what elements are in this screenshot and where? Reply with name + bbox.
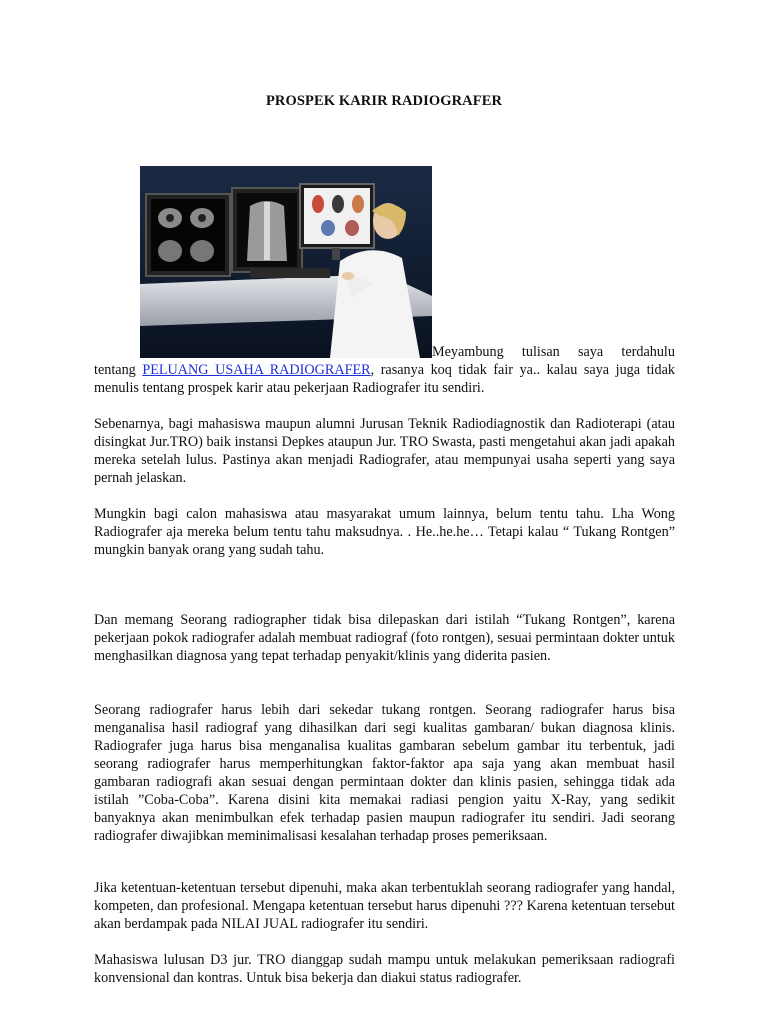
- paragraph-1-first-line: [432, 343, 675, 361]
- paragraph-text: Dan memang Seorang radiographer tidak bisa dilepaskan dari istilah “Tukang Rontgen”, karena pekerjaan pokok radiografer adalah membuat radiograf (foto rontgen), sesuai permintaan dokter untuk menghasilkan diagnosa yang tepat terhadap penyakit/klinis yang diderita pasien.: [94, 612, 675, 664]
- para1-before-link: tentang: [94, 362, 143, 378]
- word: saya: [577, 344, 604, 360]
- page-title: PROSPEK KARIR RADIOGRAFER: [265, 93, 503, 109]
- radiographer-photo: [140, 166, 432, 358]
- paragraph: [94, 701, 675, 845]
- paragraph-text: Mungkin bagi calon mahasiswa atau masyarakat umum lainnya, belum tentu tahu. Lha Wong Radiografer aja mereka belum tentu tahu maksudnya. . He..he.he… Tetapi kalau “ Tukang Rontgen” mungkin banyak orang yang sudah tahu.: [94, 506, 675, 558]
- paragraph: [94, 505, 675, 559]
- word: Meyambung: [432, 344, 504, 360]
- paragraph-1-rest: [94, 361, 675, 397]
- paragraph-text: Mahasiswa lulusan D3 jur. TRO dianggap sudah mampu untuk melakukan pemeriksaan radiografi konvensional dan kontras. Untuk bisa bekerja dan diakui status radiografer.: [94, 952, 675, 986]
- radiographer-illustration: [140, 166, 432, 358]
- peluang-usaha-link[interactable]: PELUANG USAHA RADIOGRAFER: [142, 362, 371, 378]
- paragraph: [94, 951, 675, 987]
- word: terdahulu: [621, 344, 675, 360]
- paragraph: [94, 415, 675, 487]
- word: tulisan: [521, 344, 560, 360]
- para1-after-link: , rasanya koq tidak fair ya.. kalau saya juga tidak menulis tentang prospek karir atau pekerjaan Radiografer itu sendiri.: [94, 362, 675, 396]
- paragraph-text: Jika ketentuan-ketentuan tersebut dipenuhi, maka akan terbentuklah seorang radiografer yang handal, kompeten, dan profesional. Mengapa ketentuan tersebut harus dipenuhi ??? Karena ketentuan tersebut akan berdampak pada NILAI JUAL radiografer itu sendiri.: [94, 880, 675, 932]
- paragraph-text: Sebenarnya, bagi mahasiswa maupun alumni Jurusan Teknik Radiodiagnostik dan Radioterapi (atau disingkat Jur.TRO) baik instansi Depkes ataupun Jur. TRO Swasta, pasti mengetahui akan jadi apakah mereka setelah lulus. Pastinya akan menjadi Radiografer, atau mempunyai usaha seperti yang saya pernah jelaskan.: [94, 416, 675, 486]
- paragraph: [94, 611, 675, 665]
- paragraph-text: Seorang radiografer harus lebih dari sekedar tukang rontgen. Seorang radiografer harus bisa menganalisa hasil radiograf yang dihasilkan dari segi kualitas gambaran/ bukan diagnosa klinis. Radiografer juga harus bisa menganalisa kualitas gambaran sebelum gambar itu terbentuk, jadi seorang radiografer harus memperhitungkan faktor-faktor apa saja yang akan membuat hasil gambaran radiografi akan sesuai dengan permintaan dokter dan klinis pasien, sehingga tidak ada istilah ”Coba-Coba”. Karena disini kita memakai radiasi pengion yaitu X-Ray, yang sedikit banyaknya akan menimbulkan efek terhadap pasien maupun radiografer itu sendiri. Jadi seorang radiografer diwajibkan meminimalisasi kesalahan terhadap proses pemeriksaan.: [94, 702, 675, 844]
- paragraph: [94, 879, 675, 933]
